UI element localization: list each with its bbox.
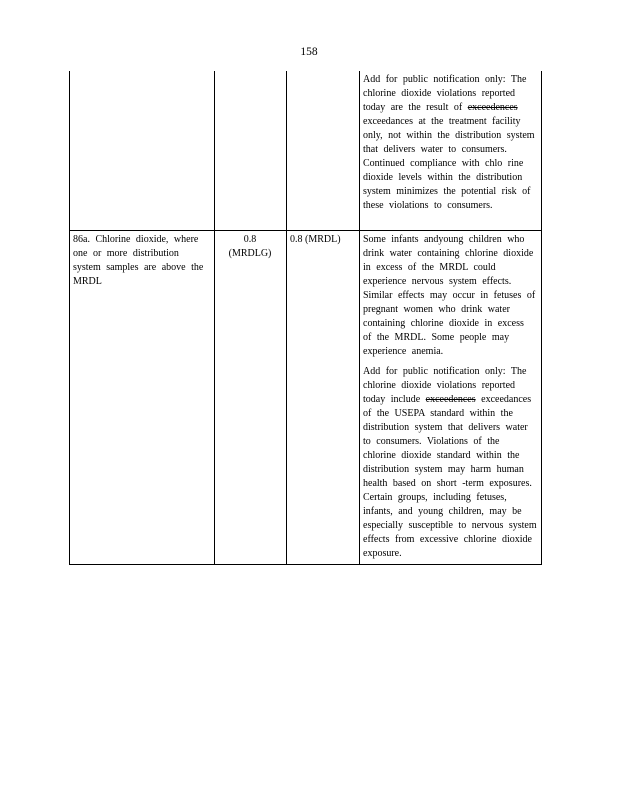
table-row (70, 71, 542, 231)
struck-text: exceedences (467, 102, 518, 113)
health-effects-text: Some infants andyoung children who drink water containing chlorine dioxide in excess of the MRDL could experience nervous system effects. Similar effects may occur in fetuses of pregnant women who drink water containing chlorine dioxide in excess of the MRDL. Some people may experience anemia. (363, 234, 536, 357)
notification-rest: exceedances of the USEPA standard within the distribution system that delivers water to consumers. Violations of the chlorine dioxide standard within the distribution system may harm human health based on short -term exposures. Certain groups, including fetuses, infants, and young children, may be especially susceptible to nervous system effects from excessive chlorine dioxide exposure. (363, 394, 537, 559)
contaminant-table (69, 71, 542, 565)
mclg-cell (215, 231, 287, 565)
mclg-cell (215, 71, 287, 231)
mclg-value: 0.8 (243, 234, 257, 245)
contaminant-cell (70, 71, 215, 231)
page-number: 158 (300, 46, 318, 58)
struck-text: exceedences (425, 394, 476, 405)
notification-lead: Add for public notification only: The chlorine dioxide violations reported today include (363, 366, 527, 405)
table-row (70, 231, 542, 565)
mcl-cell: 0.8 (MRDL) (287, 231, 360, 565)
notification-cell (360, 71, 542, 231)
contaminant-cell: 86a. Chlorine dioxide, where one or more distribution system samples are above the MRDL (70, 231, 215, 565)
public-notification-text (363, 73, 537, 213)
mcl-cell (287, 71, 360, 231)
notification-rest: exceedances at the treatment facility only, not within the distribution system that delivers water to consumers. Continued compliance with chlo rine dioxide levels within the distribution system minimizes the potential risk of these violations to consumers. (363, 116, 535, 211)
public-notification-text (363, 365, 537, 561)
health-effects-cell (360, 231, 542, 565)
notification-lead: Add for public notification only: The chlorine dioxide violations reported today are the result of (363, 74, 527, 113)
mclg-unit: (MRDLG) (228, 248, 272, 259)
